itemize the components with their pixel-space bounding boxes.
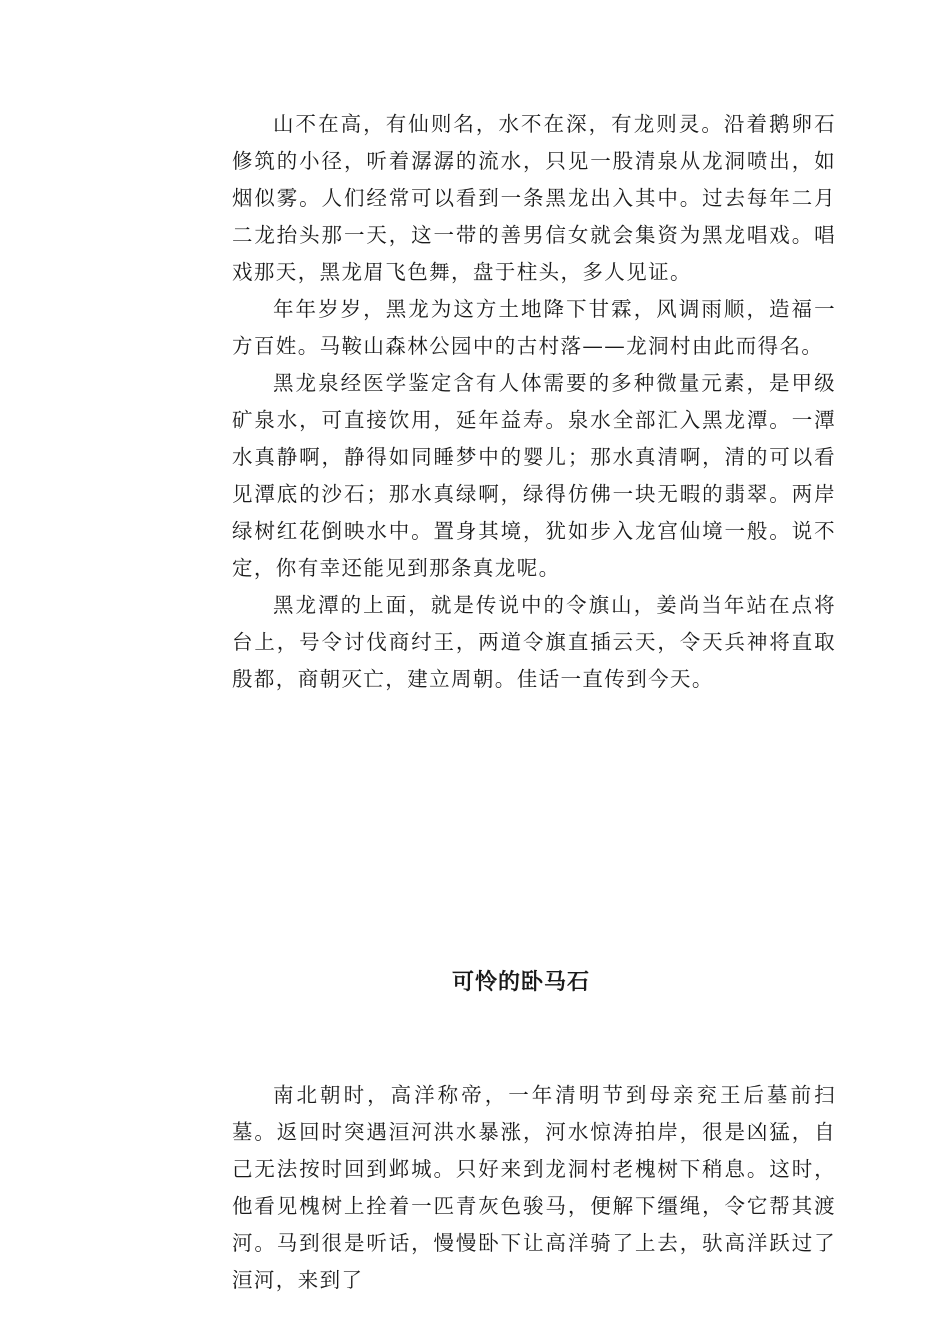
paragraph: 南北朝时，高洋称帝，一年清明节到母亲兖王后墓前扫墓。返回时突遇洹河洪水暴涨，河水惊涛拍岸，很是凶猛，自己无法按时回到邺城。只好来到龙洞村老槐树下稍息。这时，他看见槐树上拴着一匹青灰色骏马，便解下缰绳，令它帮其渡河。马到很是听话，慢慢卧下让高洋骑了上去，驮高洋跃过了洹河，来到了 bbox=[232, 1083, 836, 1292]
paragraph: 黑龙泉经医学鉴定含有人体需要的多种微量元素，是甲级矿泉水，可直接饮用，延年益寿。泉水全部汇入黑龙潭。一潭水真静啊，静得如同睡梦中的婴儿；那水真清啊，清的可以看见潭底的沙石；那水真绿啊，绿得仿佛一块无暇的翡翠。两岸绿树红花倒映水中。置身其境，犹如步入龙宫仙境一般。说不定，你有幸还能见到那条真龙呢。 bbox=[232, 371, 836, 580]
paragraph: 年年岁岁，黑龙为这方土地降下甘霖，风调雨顺，造福一方百姓。马鞍山森林公园中的古村落——龙洞村由此而得名。 bbox=[232, 297, 836, 358]
paragraph: 黑龙潭的上面，就是传说中的令旗山，姜尚当年站在点将台上，号令讨伐商纣王，两道令旗直插云天，令天兵神将直取殷都，商朝灭亡，建立周朝。佳话一直传到今天。 bbox=[232, 593, 836, 691]
longdong-village-section bbox=[232, 106, 836, 698]
section-title: 可怜的卧马石 bbox=[451, 969, 590, 995]
lying-horse-stone-section bbox=[232, 1077, 836, 1299]
paragraph: 山不在高，有仙则名，水不在深，有龙则灵。沿着鹅卵石修筑的小径，听着潺潺的流水，只见一股清泉从龙洞喷出，如烟似雾。人们经常可以看到一条黑龙出入其中。过去每年二月二龙抬头那一天，这一带的善男信女就会集资为黑龙唱戏。唱戏那天，黑龙眉飞色舞，盘于柱头，多人见证。 bbox=[232, 112, 836, 284]
